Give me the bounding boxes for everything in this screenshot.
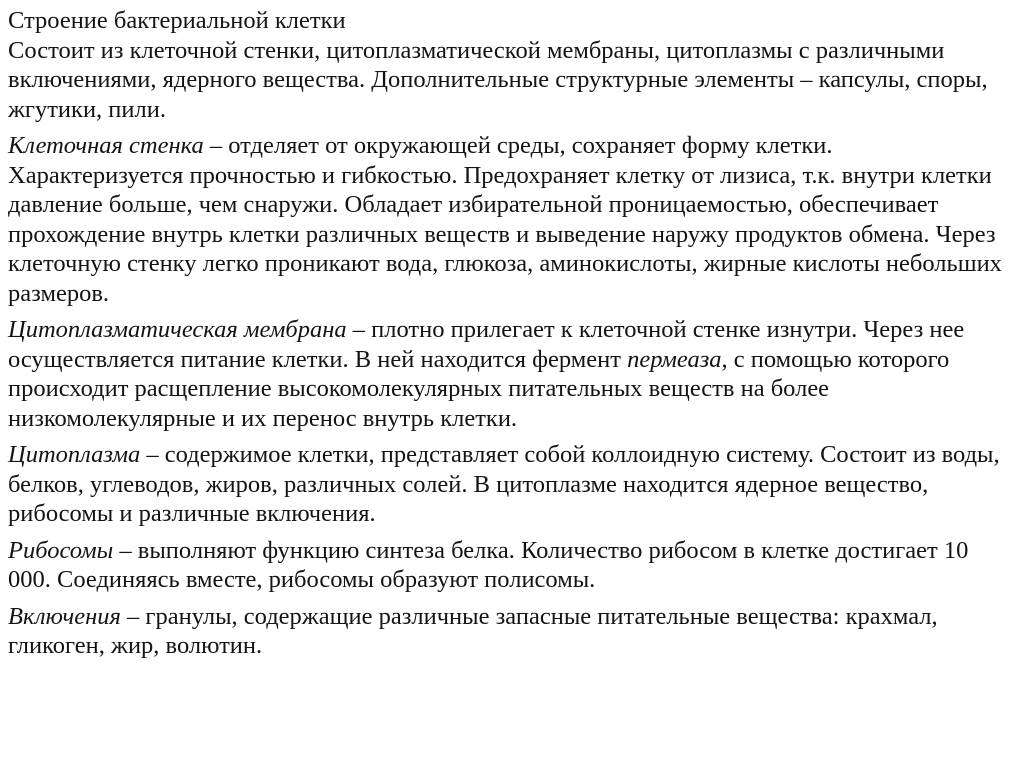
section-cytoplasm	[8, 440, 1008, 529]
term-cytoplasmic-membrane: Цитоплазматическая мембрана	[8, 316, 347, 343]
intro-text: Состоит из клеточной стенки, цитоплазматической мембраны, цитоплазмы с различными включениями, ядерного вещества. Дополнительные структурные элементы – капсулы, споры, жгутики, пили.	[8, 36, 988, 123]
definition-ribosomes: – выполняют функцию синтеза белка. Количество рибосом в клетке достигает 10 000. Соединяясь вместе, рибосомы образуют полисомы.	[8, 536, 969, 593]
term-cytoplasm: Цитоплазма	[8, 441, 141, 468]
definition-cytoplasmic-membrane-part1: – плотно прилегает к клеточной стенке изнутри. Через нее осуществляется питание клетки. В ней находится фермент	[8, 316, 965, 373]
section-ribosomes	[8, 536, 1008, 595]
term-cell-wall: Клеточная стенка	[8, 132, 204, 159]
section-cell-wall	[8, 131, 1008, 308]
section-inclusions	[8, 602, 1008, 661]
definition-cell-wall: – отделяет от окружающей среды, сохраняет форму клетки. Характеризуется прочностью и гибкостью. Предохраняет клетку от лизиса, т.к. внутри клетки давление больше, чем снаружи. Обладает избирательной проницаемостью, обеспечивает прохождение внутрь клетки различных веществ и выведение наружу продуктов обмена. Через клеточную стенку легко проникают вода, глюкоза, аминокислоты, жирные кислоты небольших размеров.	[8, 132, 1002, 307]
term-inclusions: Включения	[8, 602, 121, 630]
slide-title: Строение бактериальной клетки	[8, 7, 346, 34]
definition-cytoplasmic-membrane-part2: , с помощью которого происходит расщепление высокомолекулярных питательных веществ на более низкомолекулярные и их перенос внутрь клетки.	[8, 345, 950, 432]
slide-content	[8, 6, 1008, 668]
term-ribosomes: Рибосомы	[8, 536, 114, 564]
term-permease: пермеаза	[627, 345, 722, 373]
definition-inclusions: – гранулы, содержащие различные запасные питательные вещества: крахмал, гликоген, жир, волютин.	[8, 602, 938, 659]
section-cytoplasmic-membrane	[8, 315, 1008, 433]
intro-block	[8, 6, 1008, 124]
definition-cytoplasm: – содержимое клетки, представляет собой коллоидную систему. Состоит из воды, белков, углеводов, жиров, различных солей. В цитоплазме находится ядерное вещество, рибосомы и различные включения.	[8, 441, 1000, 527]
